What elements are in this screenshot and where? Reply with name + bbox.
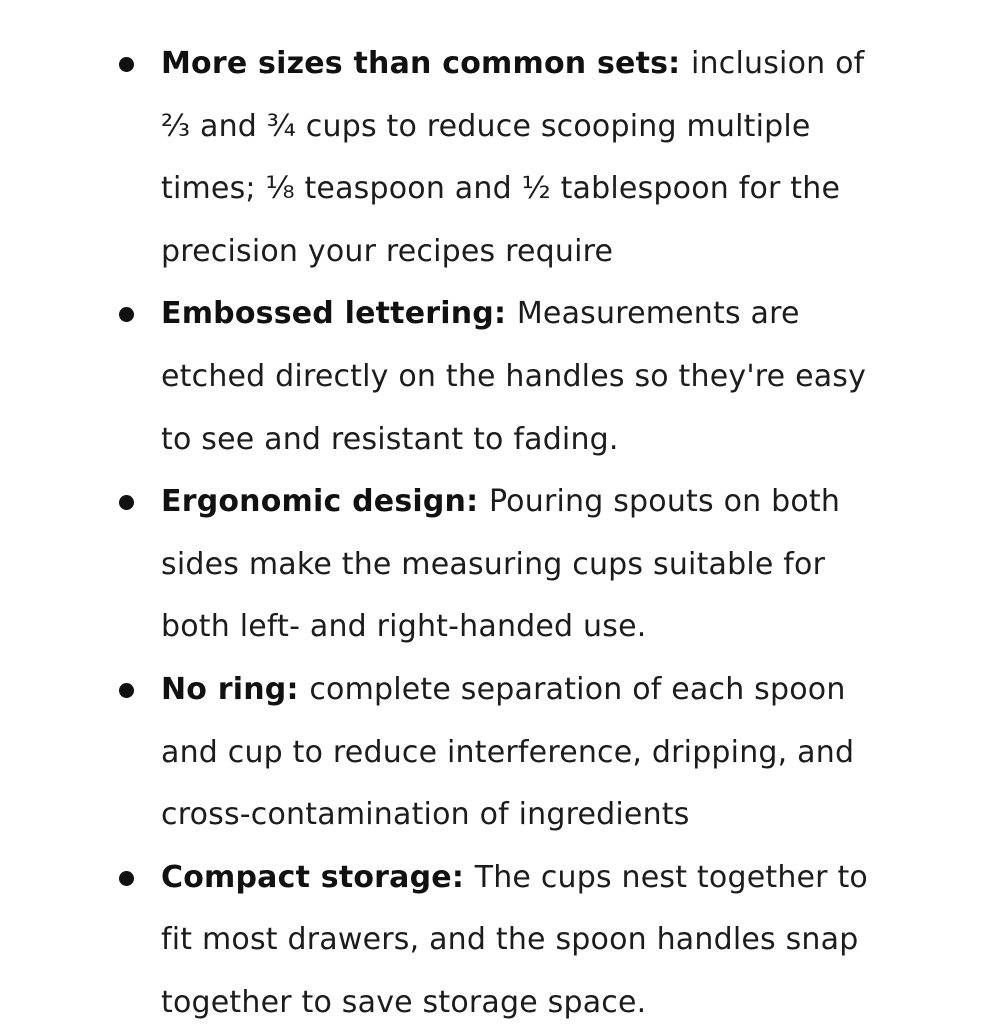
feature-title: Compact storage:	[161, 859, 475, 895]
feature-title: No ring:	[161, 671, 310, 707]
feature-list	[0, 33, 1000, 1035]
bullet-icon	[119, 495, 134, 510]
feature-title: More sizes than common sets:	[161, 46, 692, 81]
feature-text: complete separation of each spoon and cup to reduce interference, dripping, and cross-contamination of ingredients	[161, 671, 855, 833]
feature-text: The cups nest together to fit most drawers, and the spoon handles snap together to save storage space.	[161, 859, 868, 1020]
feature-text: Measurements are etched directly on the handles so they're easy to see and resistant to fading.	[161, 296, 867, 457]
list-item-no-ring	[0, 659, 1000, 847]
feature-title: Ergonomic design:	[161, 484, 489, 520]
list-item-more-sizes	[0, 33, 1000, 283]
feature-text: Pouring spouts on both sides make the measuring cups suitable for both left- and right-handed use.	[161, 484, 841, 645]
bullet-icon	[119, 307, 134, 322]
bullet-icon	[119, 57, 134, 72]
list-item-ergonomic-design	[0, 471, 1000, 659]
list-item-embossed-lettering	[0, 283, 1000, 471]
list-item-compact-storage	[0, 847, 1000, 1035]
bullet-icon	[119, 683, 134, 698]
feature-title: Embossed lettering:	[161, 296, 517, 332]
bullet-icon	[119, 871, 134, 886]
feature-text: inclusion of ⅔ and ¾ cups to reduce scooping multiple times; ⅛ teaspoon and ½ tablespoon for the precision your recipes require	[161, 46, 865, 269]
